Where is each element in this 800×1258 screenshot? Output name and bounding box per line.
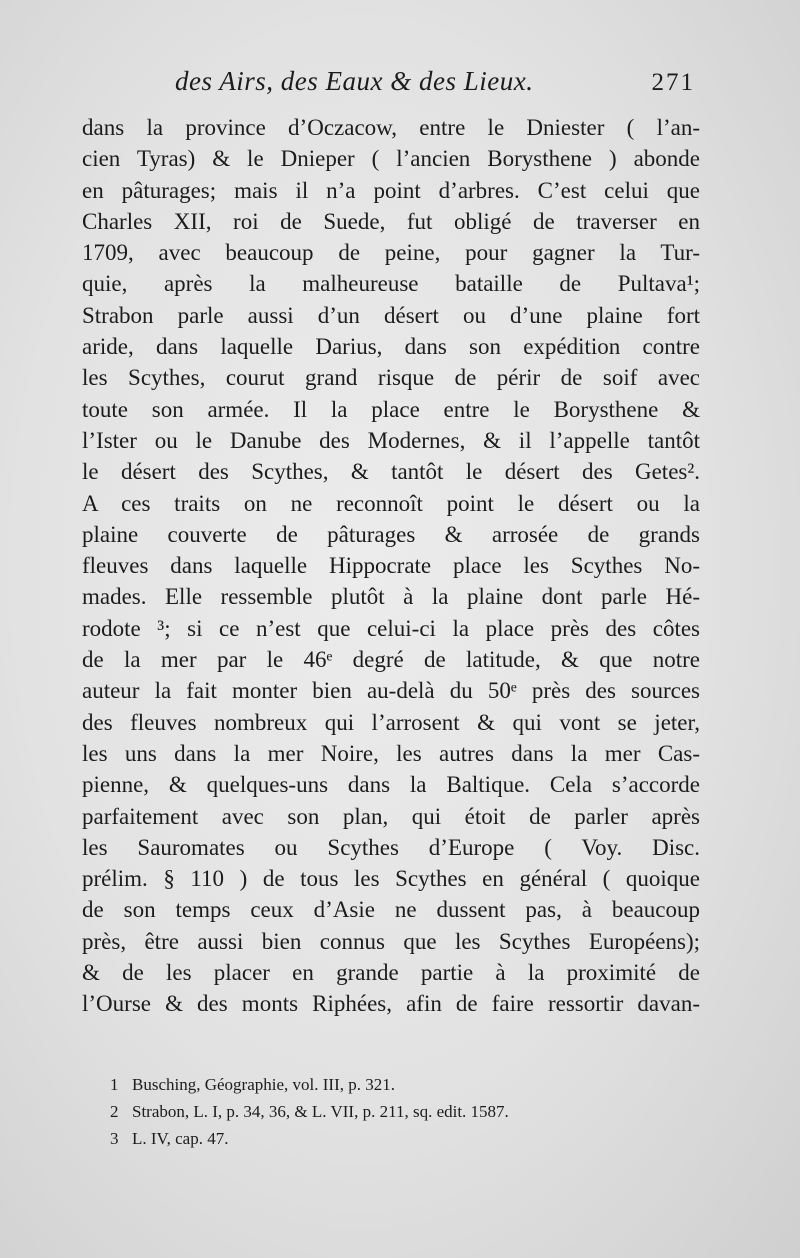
text-line: les uns dans la mer Noire, les autres dans la mer Cas- <box>82 740 700 766</box>
text-line: Charles XII, roi de Suede, fut obligé de traverser en <box>82 208 700 234</box>
page-header <box>175 66 695 97</box>
text-line: pienne, & quelques-uns dans la Baltique. Cela s’accorde <box>82 772 700 798</box>
footnotes <box>110 1071 700 1152</box>
text-line: Strabon parle aussi d’un désert ou d’une plaine fort <box>82 302 700 328</box>
footnote-number: 3 <box>110 1129 119 1148</box>
text-line: cien Tyras) & le Dnieper ( l’ancien Borysthene ) abonde <box>82 146 700 172</box>
text-line: mades. Elle ressemble plutôt à la plaine dont parle Hé- <box>82 584 700 610</box>
text-line: A ces traits on ne reconnoît point le désert ou la <box>82 490 700 516</box>
text-line: les Sauromates ou Scythes d’Europe ( Voy. Disc. <box>82 834 700 860</box>
running-title: des Airs, des Eaux & des Lieux. <box>175 66 534 96</box>
footnote-3 <box>110 1125 700 1152</box>
footnote-text: L. IV, cap. 47. <box>132 1129 229 1148</box>
footnote-number: 2 <box>110 1102 119 1121</box>
text-line: les Scythes, courut grand risque de périr de soif avec <box>82 365 700 391</box>
text-line: plaine couverte de pâturages & arrosée de grands <box>82 521 700 547</box>
footnote-1 <box>110 1071 700 1098</box>
text-line: & de les placer en grande partie à la proximité de <box>82 960 700 986</box>
text-line: aride, dans laquelle Darius, dans son expédition contre <box>82 334 700 360</box>
text-line: l’Ourse & des monts Riphées, afin de faire ressortir davan- <box>82 991 700 1017</box>
footnote-text: Strabon, L. I, p. 34, 36, & L. VII, p. 211, sq. edit. 1587. <box>132 1102 509 1121</box>
text-line: rodote ³; si ce n’est que celui-ci la place près des côtes <box>82 615 700 641</box>
text-line: 1709, avec beaucoup de peine, pour gagner la Tur- <box>82 240 700 266</box>
text-line: dans la province d’Oczacow, entre le Dniester ( l’an- <box>82 115 700 140</box>
text-line: l’Ister ou le Danube des Modernes, & il l’appelle tantôt <box>82 427 700 453</box>
text-line: parfaitement avec son plan, qui étoit de parler après <box>82 803 700 829</box>
text-line: fleuves dans laquelle Hippocrate place les Scythes No- <box>82 553 700 579</box>
text-line: de la mer par le 46ᵉ degré de latitude, & que notre <box>82 647 700 673</box>
text-line: quie, après la malheureuse bataille de Pultava¹; <box>82 271 700 297</box>
text-line: toute son armée. Il la place entre le Borysthene & <box>82 396 700 422</box>
text-line: près, être aussi bien connus que les Scythes Européens); <box>82 928 700 954</box>
text-line: prélim. § 110 ) de tous les Scythes en général ( quoique <box>82 866 700 892</box>
footnote-text: Busching, Géographie, vol. III, p. 321. <box>132 1075 395 1094</box>
text-line: en pâturages; mais il n’a point d’arbres. C’est celui que <box>82 177 700 203</box>
text-line: de son temps ceux d’Asie ne dussent pas, à beaucoup <box>82 897 700 923</box>
text-line: des fleuves nombreux qui l’arrosent & qui vont se jeter, <box>82 709 700 735</box>
footnote-number: 1 <box>110 1075 119 1094</box>
page-number: 271 <box>651 69 695 96</box>
text-line: auteur la fait monter bien au-delà du 50ᵉ près des sources <box>82 678 700 704</box>
text-line: le désert des Scythes, & tantôt le désert des Getes². <box>82 459 700 485</box>
body-text <box>82 112 700 1020</box>
footnote-2 <box>110 1098 700 1125</box>
